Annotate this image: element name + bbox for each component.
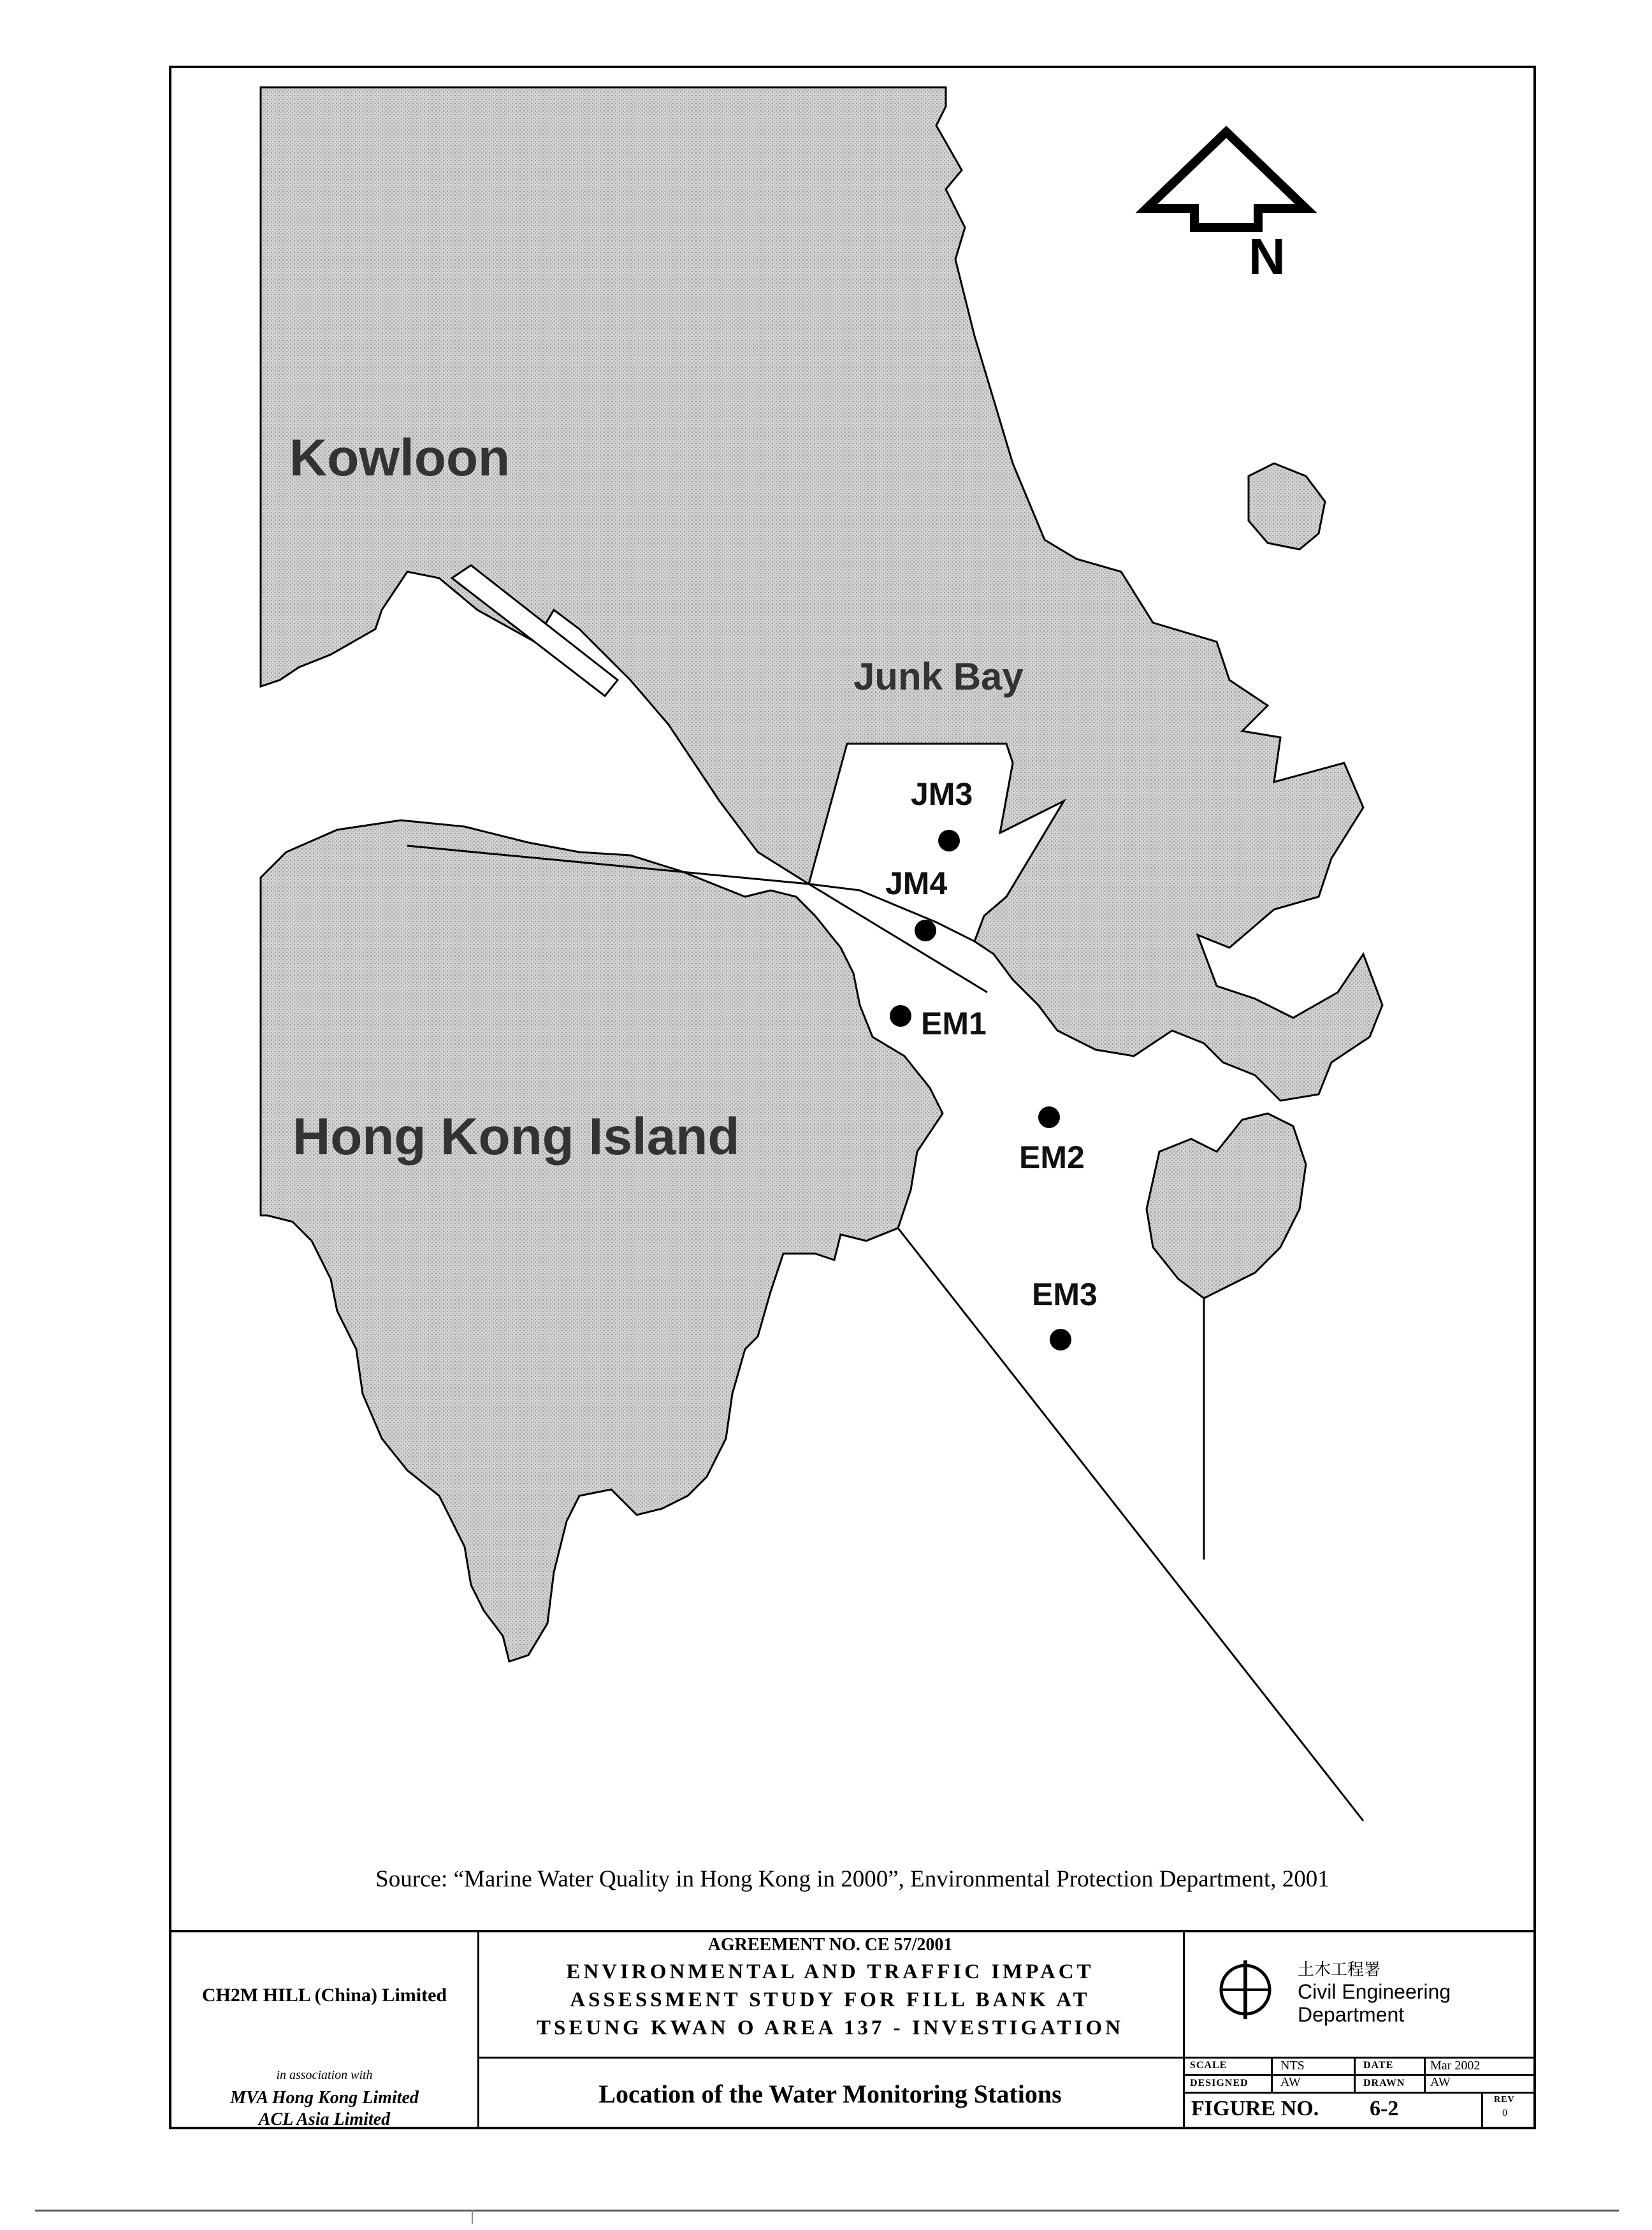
drawing-title: Location of the Water Monitoring Stations [598,2080,1062,2108]
place-label-kowloon: Kowloon [289,429,511,487]
page-bottom-rule [35,2210,1619,2212]
place-label-junk-bay: Junk Bay [853,655,1024,698]
client-name-chinese: 土木工程署 [1298,1960,1381,1980]
client-name-line-1: Civil Engineering [1298,1980,1451,2003]
figure-label: FIGURE NO. [1191,2097,1319,2120]
rev-label: REV [1494,2095,1515,2104]
project-line-1: ENVIRONMENTAL AND TRAFFIC IMPACT [566,1960,1094,1983]
partner-1: MVA Hong Kong Limited [230,2088,419,2108]
station-label-jm3: JM3 [911,776,973,812]
title-block [171,1930,1533,2127]
designed-value: AW [1280,2075,1301,2089]
hong-kong-island [261,820,943,1662]
rev-value: 0 [1502,2108,1507,2118]
station-marker-em3 [1050,1329,1071,1350]
north-arrow-icon [1147,132,1306,228]
station-label-em2: EM2 [1019,1140,1085,1175]
source-note: Source: “Marine Water Quality in Hong Kong in 2000”, Environmental Protection Department, 2001 [375,1866,1330,1892]
agreement-number: AGREEMENT NO. CE 57/2001 [707,1935,953,1955]
drawn-label: DRAWN [1363,2078,1405,2089]
date-value: Mar 2002 [1430,2059,1481,2073]
project-line-2: ASSESSMENT STUDY FOR FILL BANK AT [570,1988,1090,2011]
association-text: in association with [276,2068,373,2082]
figure-number: 6-2 [1370,2097,1399,2120]
island-east [1147,1113,1306,1298]
scale-label: SCALE [1190,2060,1228,2071]
partner-2: ACL Asia Limited [258,2110,391,2129]
date-label: DATE [1363,2060,1394,2071]
scale-value: NTS [1280,2059,1305,2073]
station-label-em1: EM1 [921,1006,987,1041]
project-line-3: TSEUNG KWAN O AREA 137 - INVESTIGATION [536,2016,1124,2039]
consultant-name: CH2M HILL (China) Limited [201,1985,447,2006]
drawn-value: AW [1430,2075,1451,2089]
map [171,68,1533,1916]
station-label-em3: EM3 [1032,1277,1098,1312]
zone-boundary-line-2 [898,1228,1363,1821]
station-label-jm4: JM4 [885,865,948,901]
station-marker-em2 [1038,1106,1060,1128]
place-label-hong-kong-island: Hong Kong Island [293,1108,740,1166]
client-name-line-2: Department [1298,2003,1405,2026]
designed-label: DESIGNED [1190,2078,1249,2089]
island-small [1249,463,1325,549]
station-marker-jm4 [915,920,936,941]
page-bottom-tick [472,2210,473,2224]
drawing-sheet [169,66,1536,2129]
ced-logo-icon [1217,1958,1274,2022]
north-arrow-label: N [1249,228,1286,285]
station-marker-em1 [890,1005,911,1027]
station-marker-jm3 [938,830,960,851]
